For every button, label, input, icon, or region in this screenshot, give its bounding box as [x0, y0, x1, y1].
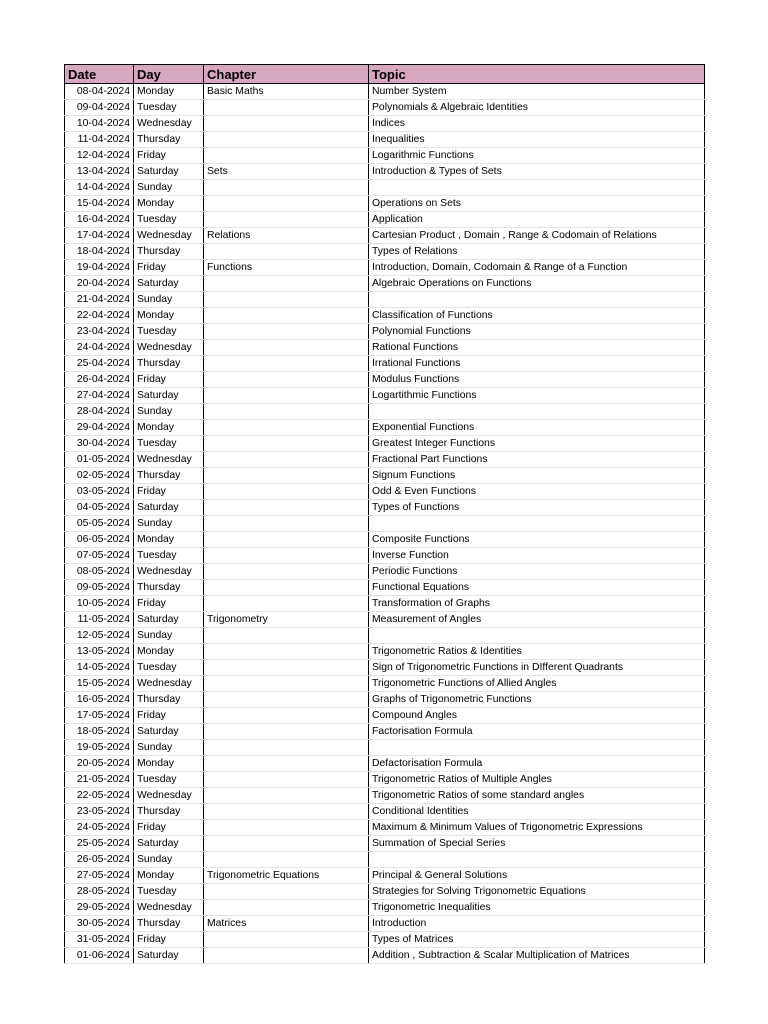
table-row [65, 148, 705, 164]
topic-cell: Fractional Part Functions [369, 452, 705, 468]
day-cell: Tuesday [134, 772, 204, 788]
date-cell: 04-05-2024 [65, 500, 134, 516]
date-cell: 13-04-2024 [65, 164, 134, 180]
table-row [65, 884, 705, 900]
topic-cell [369, 180, 705, 196]
date-cell: 06-05-2024 [65, 532, 134, 548]
table-row [65, 820, 705, 836]
topic-cell: Trigonometric Inequalities [369, 900, 705, 916]
date-cell: 05-05-2024 [65, 516, 134, 532]
header-day: Day [134, 65, 204, 84]
date-cell: 01-06-2024 [65, 948, 134, 964]
date-cell: 29-05-2024 [65, 900, 134, 916]
table-row [65, 196, 705, 212]
day-cell: Thursday [134, 692, 204, 708]
table-row [65, 612, 705, 628]
date-cell: 25-04-2024 [65, 356, 134, 372]
day-cell: Wednesday [134, 452, 204, 468]
chapter-cell: Trigonometry [204, 612, 369, 628]
chapter-cell [204, 436, 369, 452]
chapter-cell [204, 932, 369, 948]
date-cell: 19-04-2024 [65, 260, 134, 276]
table-row [65, 100, 705, 116]
schedule-table [64, 64, 705, 964]
table-row [65, 660, 705, 676]
chapter-cell [204, 500, 369, 516]
date-cell: 24-04-2024 [65, 340, 134, 356]
day-cell: Monday [134, 532, 204, 548]
topic-cell [369, 516, 705, 532]
date-cell: 21-05-2024 [65, 772, 134, 788]
table-row [65, 340, 705, 356]
topic-cell: Rational Functions [369, 340, 705, 356]
day-cell: Monday [134, 756, 204, 772]
topic-cell: Logartithmic Functions [369, 388, 705, 404]
date-cell: 28-05-2024 [65, 884, 134, 900]
table-row [65, 372, 705, 388]
table-row [65, 292, 705, 308]
date-cell: 30-05-2024 [65, 916, 134, 932]
table-row [65, 628, 705, 644]
table-row [65, 788, 705, 804]
topic-cell: Irrational Functions [369, 356, 705, 372]
topic-cell: Inequalities [369, 132, 705, 148]
day-cell: Monday [134, 420, 204, 436]
topic-cell: Algebraic Operations on Functions [369, 276, 705, 292]
chapter-cell [204, 196, 369, 212]
chapter-cell [204, 548, 369, 564]
chapter-cell [204, 836, 369, 852]
topic-cell: Composite Functions [369, 532, 705, 548]
chapter-cell: Functions [204, 260, 369, 276]
topic-cell: Compound Angles [369, 708, 705, 724]
date-cell: 24-05-2024 [65, 820, 134, 836]
topic-cell [369, 292, 705, 308]
table-row [65, 468, 705, 484]
chapter-cell [204, 676, 369, 692]
chapter-cell [204, 564, 369, 580]
date-cell: 17-05-2024 [65, 708, 134, 724]
date-cell: 01-05-2024 [65, 452, 134, 468]
table-row [65, 772, 705, 788]
chapter-cell [204, 852, 369, 868]
date-cell: 17-04-2024 [65, 228, 134, 244]
date-cell: 22-05-2024 [65, 788, 134, 804]
topic-cell: Inverse Function [369, 548, 705, 564]
chapter-cell [204, 420, 369, 436]
table-row [65, 868, 705, 884]
chapter-cell [204, 820, 369, 836]
chapter-cell [204, 900, 369, 916]
date-cell: 19-05-2024 [65, 740, 134, 756]
date-cell: 07-05-2024 [65, 548, 134, 564]
topic-cell: Introduction & Types of Sets [369, 164, 705, 180]
day-cell: Friday [134, 484, 204, 500]
topic-cell: Signum Functions [369, 468, 705, 484]
date-cell: 09-04-2024 [65, 100, 134, 116]
date-cell: 15-05-2024 [65, 676, 134, 692]
chapter-cell: Sets [204, 164, 369, 180]
topic-cell: Greatest Integer Functions [369, 436, 705, 452]
table-row [65, 84, 705, 100]
date-cell: 10-05-2024 [65, 596, 134, 612]
topic-cell: Application [369, 212, 705, 228]
date-cell: 09-05-2024 [65, 580, 134, 596]
day-cell: Wednesday [134, 788, 204, 804]
day-cell: Saturday [134, 948, 204, 964]
chapter-cell [204, 132, 369, 148]
table-row [65, 244, 705, 260]
date-cell: 18-05-2024 [65, 724, 134, 740]
chapter-cell [204, 452, 369, 468]
chapter-cell [204, 788, 369, 804]
topic-cell: Functional Equations [369, 580, 705, 596]
topic-cell: Factorisation Formula [369, 724, 705, 740]
topic-cell: Graphs of Trigonometric Functions [369, 692, 705, 708]
day-cell: Tuesday [134, 212, 204, 228]
table-row [65, 836, 705, 852]
header-topic: Topic [369, 65, 705, 84]
date-cell: 20-05-2024 [65, 756, 134, 772]
topic-cell: Maximum & Minimum Values of Trigonometric Expressions [369, 820, 705, 836]
table-row [65, 116, 705, 132]
chapter-cell [204, 756, 369, 772]
table-row [65, 500, 705, 516]
chapter-cell [204, 660, 369, 676]
topic-cell: Strategies for Solving Trigonometric Equations [369, 884, 705, 900]
day-cell: Friday [134, 148, 204, 164]
table-row [65, 532, 705, 548]
day-cell: Monday [134, 868, 204, 884]
topic-cell: Odd & Even Functions [369, 484, 705, 500]
chapter-cell [204, 596, 369, 612]
topic-cell: Principal & General Solutions [369, 868, 705, 884]
topic-cell [369, 628, 705, 644]
day-cell: Saturday [134, 276, 204, 292]
schedule-body [65, 84, 705, 964]
day-cell: Thursday [134, 580, 204, 596]
date-cell: 20-04-2024 [65, 276, 134, 292]
chapter-cell [204, 580, 369, 596]
day-cell: Thursday [134, 356, 204, 372]
date-cell: 25-05-2024 [65, 836, 134, 852]
date-cell: 26-04-2024 [65, 372, 134, 388]
table-row [65, 404, 705, 420]
topic-cell: Measurement of Angles [369, 612, 705, 628]
day-cell: Wednesday [134, 564, 204, 580]
day-cell: Sunday [134, 516, 204, 532]
date-cell: 27-05-2024 [65, 868, 134, 884]
topic-cell: Types of Functions [369, 500, 705, 516]
day-cell: Friday [134, 932, 204, 948]
header-row [65, 65, 705, 84]
table-row [65, 596, 705, 612]
table-row [65, 180, 705, 196]
date-cell: 10-04-2024 [65, 116, 134, 132]
topic-cell [369, 852, 705, 868]
chapter-cell [204, 116, 369, 132]
day-cell: Wednesday [134, 116, 204, 132]
chapter-cell [204, 468, 369, 484]
chapter-cell [204, 276, 369, 292]
chapter-cell [204, 708, 369, 724]
topic-cell: Polynomial Functions [369, 324, 705, 340]
chapter-cell [204, 180, 369, 196]
table-row [65, 420, 705, 436]
day-cell: Tuesday [134, 660, 204, 676]
chapter-cell [204, 628, 369, 644]
date-cell: 30-04-2024 [65, 436, 134, 452]
table-row [65, 212, 705, 228]
chapter-cell [204, 484, 369, 500]
topic-cell: Cartesian Product , Domain , Range & Codomain of Relations [369, 228, 705, 244]
day-cell: Tuesday [134, 100, 204, 116]
table-row [65, 692, 705, 708]
day-cell: Sunday [134, 852, 204, 868]
date-cell: 16-04-2024 [65, 212, 134, 228]
topic-cell: Transformation of Graphs [369, 596, 705, 612]
day-cell: Wednesday [134, 228, 204, 244]
date-cell: 16-05-2024 [65, 692, 134, 708]
topic-cell: Exponential Functions [369, 420, 705, 436]
table-row [65, 756, 705, 772]
day-cell: Wednesday [134, 340, 204, 356]
topic-cell: Trigonometric Ratios & Identities [369, 644, 705, 660]
table-row [65, 436, 705, 452]
day-cell: Saturday [134, 388, 204, 404]
table-row [65, 580, 705, 596]
topic-cell: Periodic Functions [369, 564, 705, 580]
chapter-cell [204, 740, 369, 756]
day-cell: Tuesday [134, 436, 204, 452]
topic-cell: Operations on Sets [369, 196, 705, 212]
date-cell: 15-04-2024 [65, 196, 134, 212]
day-cell: Friday [134, 820, 204, 836]
date-cell: 12-05-2024 [65, 628, 134, 644]
table-row [65, 324, 705, 340]
topic-cell: Indices [369, 116, 705, 132]
table-row [65, 564, 705, 580]
day-cell: Sunday [134, 404, 204, 420]
table-row [65, 644, 705, 660]
date-cell: 22-04-2024 [65, 308, 134, 324]
day-cell: Monday [134, 644, 204, 660]
day-cell: Monday [134, 84, 204, 100]
chapter-cell [204, 100, 369, 116]
chapter-cell: Matrices [204, 916, 369, 932]
topic-cell: Polynomials & Algebraic Identities [369, 100, 705, 116]
date-cell: 23-05-2024 [65, 804, 134, 820]
table-row [65, 676, 705, 692]
table-row [65, 548, 705, 564]
chapter-cell [204, 212, 369, 228]
day-cell: Thursday [134, 468, 204, 484]
date-cell: 26-05-2024 [65, 852, 134, 868]
table-row [65, 708, 705, 724]
topic-cell: Trigonometric Functions of Allied Angles [369, 676, 705, 692]
chapter-cell [204, 404, 369, 420]
chapter-cell [204, 244, 369, 260]
table-row [65, 852, 705, 868]
chapter-cell: Trigonometric Equations [204, 868, 369, 884]
table-row [65, 900, 705, 916]
table-row [65, 724, 705, 740]
chapter-cell [204, 644, 369, 660]
topic-cell [369, 740, 705, 756]
chapter-cell [204, 884, 369, 900]
table-row [65, 948, 705, 964]
date-cell: 14-05-2024 [65, 660, 134, 676]
chapter-cell [204, 516, 369, 532]
chapter-cell [204, 292, 369, 308]
table-row [65, 228, 705, 244]
date-cell: 29-04-2024 [65, 420, 134, 436]
day-cell: Friday [134, 260, 204, 276]
table-row [65, 164, 705, 180]
table-row [65, 308, 705, 324]
topic-cell: Modulus Functions [369, 372, 705, 388]
chapter-cell: Relations [204, 228, 369, 244]
chapter-cell [204, 692, 369, 708]
day-cell: Saturday [134, 500, 204, 516]
table-row [65, 484, 705, 500]
day-cell: Thursday [134, 132, 204, 148]
chapter-cell: Basic Maths [204, 84, 369, 100]
date-cell: 12-04-2024 [65, 148, 134, 164]
day-cell: Wednesday [134, 900, 204, 916]
day-cell: Tuesday [134, 548, 204, 564]
header-date: Date [65, 65, 134, 84]
chapter-cell [204, 532, 369, 548]
chapter-cell [204, 324, 369, 340]
day-cell: Saturday [134, 724, 204, 740]
table-row [65, 740, 705, 756]
date-cell: 03-05-2024 [65, 484, 134, 500]
topic-cell: Sign of Trigonometric Functions in DIfferent Quadrants [369, 660, 705, 676]
day-cell: Friday [134, 708, 204, 724]
chapter-cell [204, 148, 369, 164]
day-cell: Thursday [134, 916, 204, 932]
day-cell: Sunday [134, 740, 204, 756]
topic-cell: Introduction [369, 916, 705, 932]
day-cell: Thursday [134, 804, 204, 820]
chapter-cell [204, 340, 369, 356]
date-cell: 28-04-2024 [65, 404, 134, 420]
day-cell: Tuesday [134, 324, 204, 340]
day-cell: Friday [134, 596, 204, 612]
chapter-cell [204, 356, 369, 372]
topic-cell: Classification of Functions [369, 308, 705, 324]
table-row [65, 916, 705, 932]
chapter-cell [204, 724, 369, 740]
topic-cell: Defactorisation Formula [369, 756, 705, 772]
day-cell: Tuesday [134, 884, 204, 900]
date-cell: 11-04-2024 [65, 132, 134, 148]
topic-cell: Logarithmic Functions [369, 148, 705, 164]
chapter-cell [204, 804, 369, 820]
topic-cell: Number System [369, 84, 705, 100]
date-cell: 14-04-2024 [65, 180, 134, 196]
day-cell: Sunday [134, 180, 204, 196]
topic-cell: Trigonometric Ratios of Multiple Angles [369, 772, 705, 788]
date-cell: 18-04-2024 [65, 244, 134, 260]
day-cell: Wednesday [134, 676, 204, 692]
topic-cell: Trigonometric Ratios of some standard angles [369, 788, 705, 804]
table-row [65, 452, 705, 468]
chapter-cell [204, 372, 369, 388]
table-row [65, 356, 705, 372]
day-cell: Friday [134, 372, 204, 388]
day-cell: Sunday [134, 292, 204, 308]
date-cell: 23-04-2024 [65, 324, 134, 340]
topic-cell: Types of Relations [369, 244, 705, 260]
date-cell: 08-04-2024 [65, 84, 134, 100]
table-row [65, 132, 705, 148]
date-cell: 08-05-2024 [65, 564, 134, 580]
topic-cell: Conditional Identities [369, 804, 705, 820]
table-row [65, 804, 705, 820]
topic-cell: Summation of Special Series [369, 836, 705, 852]
topic-cell: Addition , Subtraction & Scalar Multiplication of Matrices [369, 948, 705, 964]
table-row [65, 260, 705, 276]
date-cell: 13-05-2024 [65, 644, 134, 660]
table-row [65, 388, 705, 404]
table-row [65, 932, 705, 948]
chapter-cell [204, 308, 369, 324]
day-cell: Monday [134, 196, 204, 212]
date-cell: 27-04-2024 [65, 388, 134, 404]
day-cell: Thursday [134, 244, 204, 260]
day-cell: Saturday [134, 836, 204, 852]
topic-cell: Introduction, Domain, Codomain & Range of a Function [369, 260, 705, 276]
date-cell: 11-05-2024 [65, 612, 134, 628]
chapter-cell [204, 388, 369, 404]
date-cell: 02-05-2024 [65, 468, 134, 484]
topic-cell: Types of Matrices [369, 932, 705, 948]
header-chapter: Chapter [204, 65, 369, 84]
date-cell: 31-05-2024 [65, 932, 134, 948]
day-cell: Sunday [134, 628, 204, 644]
chapter-cell [204, 772, 369, 788]
topic-cell [369, 404, 705, 420]
chapter-cell [204, 948, 369, 964]
day-cell: Saturday [134, 612, 204, 628]
table-row [65, 276, 705, 292]
day-cell: Saturday [134, 164, 204, 180]
table-row [65, 516, 705, 532]
day-cell: Monday [134, 308, 204, 324]
date-cell: 21-04-2024 [65, 292, 134, 308]
